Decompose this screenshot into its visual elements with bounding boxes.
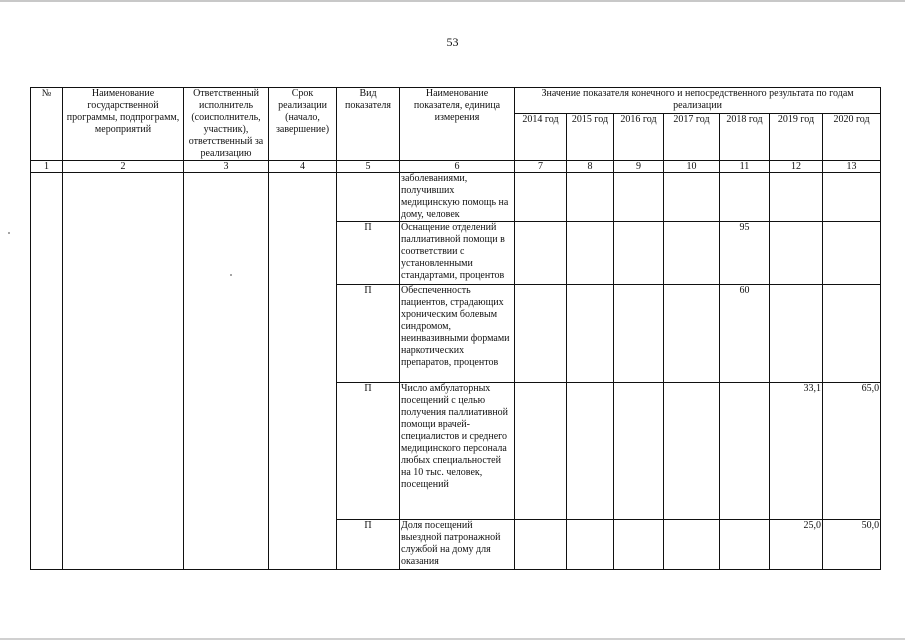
- header-num: №: [31, 88, 63, 161]
- header-period: Срок реализации (начало, завершение): [269, 88, 337, 161]
- value-cell: [515, 222, 567, 285]
- column-number: 3: [184, 161, 269, 173]
- program-cell: [63, 173, 184, 570]
- header-year: 2016 год: [614, 114, 664, 161]
- period-cell: [269, 173, 337, 570]
- column-number: 8: [567, 161, 614, 173]
- value-cell: [614, 222, 664, 285]
- value-cell: [567, 520, 614, 570]
- indicator-type-cell: П: [337, 222, 400, 285]
- value-cell: [515, 285, 567, 383]
- value-cell: [823, 285, 881, 383]
- header-year: 2015 год: [567, 114, 614, 161]
- indicator-name-cell: Оснащение отделений паллиативной помощи в соответствии с установленными стандартами, процентов: [400, 222, 515, 285]
- value-cell: [770, 222, 823, 285]
- header-executor: Ответственный исполнитель (соисполнитель, участник), ответственный за реализацию: [184, 88, 269, 161]
- value-cell: [720, 383, 770, 520]
- column-number: 11: [720, 161, 770, 173]
- value-cell: [567, 173, 614, 222]
- value-cell: [567, 383, 614, 520]
- column-number: 12: [770, 161, 823, 173]
- value-cell: 65,0: [823, 383, 881, 520]
- column-numbers-row: [31, 161, 881, 173]
- value-cell: [664, 285, 720, 383]
- executor-cell: [184, 173, 269, 570]
- indicator-type-cell: П: [337, 285, 400, 383]
- indicator-name-cell: Обеспеченность пациентов, страдающих хроническим болевым синдромом, неинвазивными формами наркотических препаратов, процентов: [400, 285, 515, 383]
- value-cell: 60: [720, 285, 770, 383]
- value-cell: [567, 222, 614, 285]
- column-number: 6: [400, 161, 515, 173]
- indicator-type-cell: П: [337, 383, 400, 520]
- program-indicators-table: [30, 87, 881, 570]
- header-year: 2018 год: [720, 114, 770, 161]
- indicator-name-cell: заболеваниями, получивших медицинскую помощь на дому, человек: [400, 173, 515, 222]
- value-cell: [515, 383, 567, 520]
- indicator-name-cell: Доля посещений выездной патронажной службой на дому для оказания: [400, 520, 515, 570]
- value-cell: [720, 173, 770, 222]
- value-cell: [614, 383, 664, 520]
- num-cell: [31, 173, 63, 570]
- value-cell: [567, 285, 614, 383]
- column-number: 4: [269, 161, 337, 173]
- header-program: Наименование государственной программы, подпрограмм, мероприятий: [63, 88, 184, 161]
- column-number: 9: [614, 161, 664, 173]
- value-cell: [664, 383, 720, 520]
- column-number: 7: [515, 161, 567, 173]
- value-cell: [720, 520, 770, 570]
- column-number: 5: [337, 161, 400, 173]
- value-cell: [770, 173, 823, 222]
- value-cell: 33,1: [770, 383, 823, 520]
- value-cell: [614, 285, 664, 383]
- value-cell: 50,0: [823, 520, 881, 570]
- value-cell: [823, 173, 881, 222]
- header-indicator-name: Наименование показателя, единица измерения: [400, 88, 515, 161]
- value-cell: 95: [720, 222, 770, 285]
- table-row: [31, 173, 881, 222]
- indicator-type-cell: П: [337, 520, 400, 570]
- header-row-1: [31, 88, 881, 114]
- value-cell: [614, 173, 664, 222]
- value-cell: [770, 285, 823, 383]
- column-number: 2: [63, 161, 184, 173]
- value-cell: [823, 222, 881, 285]
- column-number: 10: [664, 161, 720, 173]
- value-cell: [515, 520, 567, 570]
- header-year: 2014 год: [515, 114, 567, 161]
- header-year: 2020 год: [823, 114, 881, 161]
- value-cell: [664, 520, 720, 570]
- page-number: 53: [446, 35, 459, 49]
- header-year: 2017 год: [664, 114, 720, 161]
- indicator-type-cell: [337, 173, 400, 222]
- column-number: 1: [31, 161, 63, 173]
- column-number: 13: [823, 161, 881, 173]
- scan-speck: [8, 232, 10, 234]
- value-cell: 25,0: [770, 520, 823, 570]
- indicator-name-cell: Число амбулаторных посещений с целью получения паллиативной помощи врачей-специалистов и среднего медицинского персонала любых специальностей на 10 тыс. человек, посещений: [400, 383, 515, 520]
- scan-top-edge: [0, 0, 905, 2]
- value-cell: [664, 222, 720, 285]
- value-cell: [664, 173, 720, 222]
- header-year: 2019 год: [770, 114, 823, 161]
- value-cell: [515, 173, 567, 222]
- header-indicator-type: Вид показателя: [337, 88, 400, 161]
- value-cell: [614, 520, 664, 570]
- header-values-group: Значение показателя конечного и непосредственного результата по годам реализации: [515, 88, 881, 114]
